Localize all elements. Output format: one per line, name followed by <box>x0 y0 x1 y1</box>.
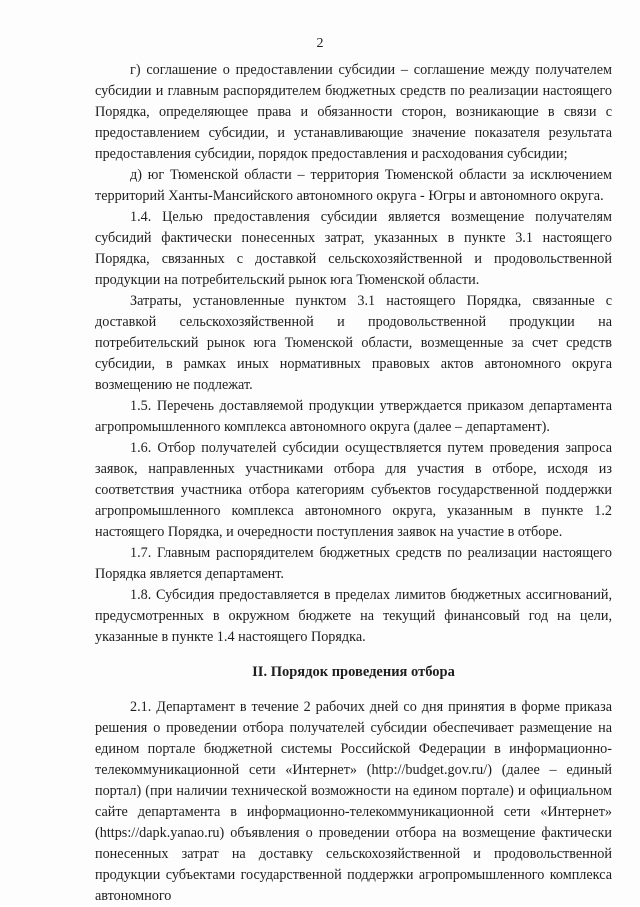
page-number: 2 <box>316 36 324 51</box>
paragraph-1-7: 1.7. Главным распорядителем бюджетных средств по реализации настоящего Порядка является департамент. <box>95 545 612 582</box>
paragraph-1-5: 1.5. Перечень доставляемой продукции утверждается приказом департамента агропромышленного комплекса автономного округа (далее – департамент). <box>95 398 612 435</box>
paragraph-1-8: 1.8. Субсидия предоставляется в пределах лимитов бюджетных ассигнований, предусмотренных в окружном бюджете на текущий финансовый год на цели, указанные в пункте 1.4 настоящего Порядка. <box>95 587 612 645</box>
paragraph-2-1: 2.1. Департамент в течение 2 рабочих дней со дня принятия в форме приказа решения о проведении отбора получателей субсидии обеспечивает размещение на едином портале бюджетной системы Российской Федерации в информационно-телекоммуникационной сети «Интернет» (http://budget.gov.ru/) (далее – единый портал) (при наличии технической возможности на едином портале) и официальном сайте департамента в информационно-телекоммуникационной сети «Интернет» (https://dapk.yanao.ru) объявления о проведении отбора на возмещение фактически понесенных затрат на доставку сельскохозяйственной и продовольственной продукции субъектами государственной поддержки агропромышленного комплекса автономного <box>95 699 612 904</box>
section-heading: II. Порядок проведения отбора <box>252 664 455 680</box>
paragraph-definition-g: г) соглашение о предоставлении субсидии – соглашение между получателем субсидии и главным распорядителем бюджетных средств по реализации настоящего Порядка, определяющее права и обязанности сторон, возникающие в связи с предоставлением субсидии, и устанавливающие значение показателя результата предоставления субсидии, порядок предоставления и расходования субсидии; <box>95 62 612 162</box>
document-body <box>95 60 612 907</box>
paragraph-1-4-costs: Затраты, установленные пунктом 3.1 настоящего Порядка, связанные с доставкой сельскохозяйственной и продовольственной продукции на потребительский рынок юга Тюменской области, возмещенные за счет средств субсидии, в рамках иных нормативных правовых актов автономного округа возмещению не подлежат. <box>95 293 612 393</box>
paragraph-1-6: 1.6. Отбор получателей субсидии осуществляется путем проведения запроса заявок, направленных участниками отбора для участия в отборе, исходя из соответствия участника отбора категориям субъектов государственной поддержки агропромышленного комплекса автономного округа, указанным в пункте 1.2 настоящего Порядка, и очередности поступления заявок на участие в отборе. <box>95 440 612 540</box>
paragraph-1-4: 1.4. Целью предоставления субсидии является возмещение получателям субсидий фактически понесенных затрат, указанных в пункте 3.1 настоящего Порядка, связанных с доставкой сельскохозяйственной и продовольственной продукции на потребительский рынок юга Тюменской области. <box>95 209 612 288</box>
paragraph-definition-d: д) юг Тюменской области – территория Тюменской области за исключением территорий Ханты-Мансийского автономного округа - Югры и автономного округа. <box>95 167 612 204</box>
